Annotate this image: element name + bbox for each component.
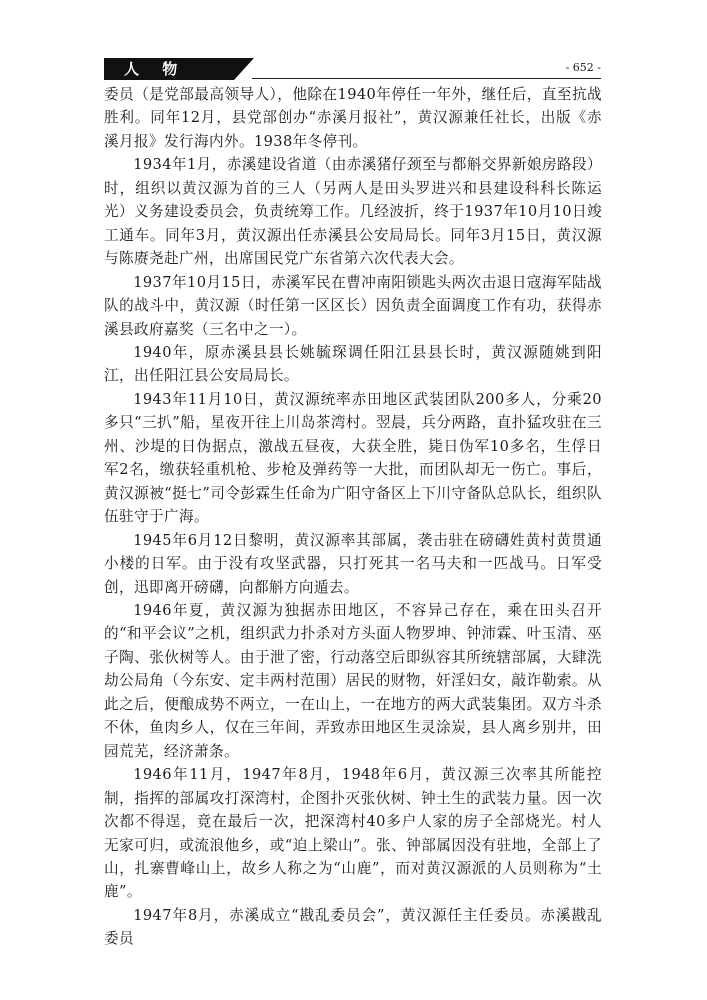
header-title-bar xyxy=(104,58,234,80)
paragraph: 1946年夏，黄汉源为独据赤田地区，不容异己存在，乘在田头召开的“和平会议”之机，组织武力扑杀对方头面人物罗坤、钟沛霖、叶玉清、巫子陶、张伙树等人。由于泄了密，行动落空后即纵容其所统辖部属，大肆洗劫公局角（今东安、定丰两村范围）居民的财物，奸淫妇女，敲诈勒索。从此之后，便酿成势不两立，一在山上，一在地方的两大武装集团。双方斗杀不休，鱼肉乡人，仅在三年间，弄致赤田地区生灵涂炭，县人离乡别井，田园荒芜，经济萧条。 xyxy=(104,601,602,760)
page-number: - 652 - xyxy=(565,61,601,74)
paragraph-truncated: 1947年8月，赤溪成立“戡乱委员会”，黄汉源任主任委员。赤溪戡乱委员 xyxy=(104,906,602,948)
body-text xyxy=(104,83,602,951)
paragraph: 1945年6月12日黎明，黄汉源率其部属，袭击驻在磅礴姓黄村黄贯通小楼的日军。由于没有攻坚武器，只打死其一名马夫和一匹战马。日军受创，迅即离开磅礴，向都斛方向遁去。 xyxy=(104,531,602,596)
paragraph: 1940年，原赤溪县县长姚毓琛调任阳江县县长时，黄汉源随姚到阳江，出任阳江县公安局局长。 xyxy=(104,343,602,385)
running-header xyxy=(104,58,601,80)
paragraph: 1946年11月，1947年8月，1948年6月，黄汉源三次率其所能控制，指挥的部属攻打深湾村，企图扑灭张伙树、钟土生的武装力量。因一次次都不得逞，竟在最后一次，把深湾村40多户人家的房子全部烧光。村人无家可归，或流浪他乡，或“迫上梁山”。张、钟部属因没有驻地，全部上了山，扎寨曹峰山上，故乡人称之为“山鹿”，而对黄汉源派的人员则称为“土鹿”。 xyxy=(104,766,602,901)
paragraph-continued: 委员（是党部最高领导人），他除在1940年停任一年外，继任后，直至抗战胜利。同年12月，县党部创办“赤溪月报社”，黄汉源兼任社长，出版《赤溪月报》发行海内外。1938年冬停刊。 xyxy=(104,86,602,150)
paragraph: 1943年11月10日，黄汉源统率赤田地区武装团队200多人，分乘20多只“三扒”船，星夜开往上川岛茶湾村。翌晨，兵分两路，直扑猛攻驻在三州、沙堤的日伪据点，激战五昼夜，大获全胜，毙日伪军10多名，生俘日军2名，缴获轻重机枪、步枪及弹药等一大批，而团队却无一伤亡。事后，黄汉源被“挺七”司令彭霖生任命为广阳守备区上下川守备队总队长，组织队伍驻守于广海。 xyxy=(104,390,602,526)
paragraph: 1937年10月15日，赤溪军民在曹冲南阳锁匙头两次击退日寇海军陆战队的战斗中，黄汉源（时任第一区区长）因负责全面调度工作有功，获得赤溪县政府嘉奖（三名中之一）。 xyxy=(104,273,602,338)
section-title: 人 物 xyxy=(124,60,187,78)
header-rule xyxy=(252,78,601,79)
header-bar-slant xyxy=(234,58,254,80)
paragraph: 1934年1月，赤溪建设省道（由赤溪猪仔颈至与都斛交界新娘房路段）时，组织以黄汉源为首的三人（另两人是田头罗进兴和县建设科科长陈运光）义务建设委员会，负责统筹工作。几经波折，终于1937年10月10日竣工通车。同年3月，黄汉源出任赤溪县公安局局长。同年3月15日，黄汉源与陈赓尧赴广州，出席国民党广东省第六次代表大会。 xyxy=(104,156,602,268)
